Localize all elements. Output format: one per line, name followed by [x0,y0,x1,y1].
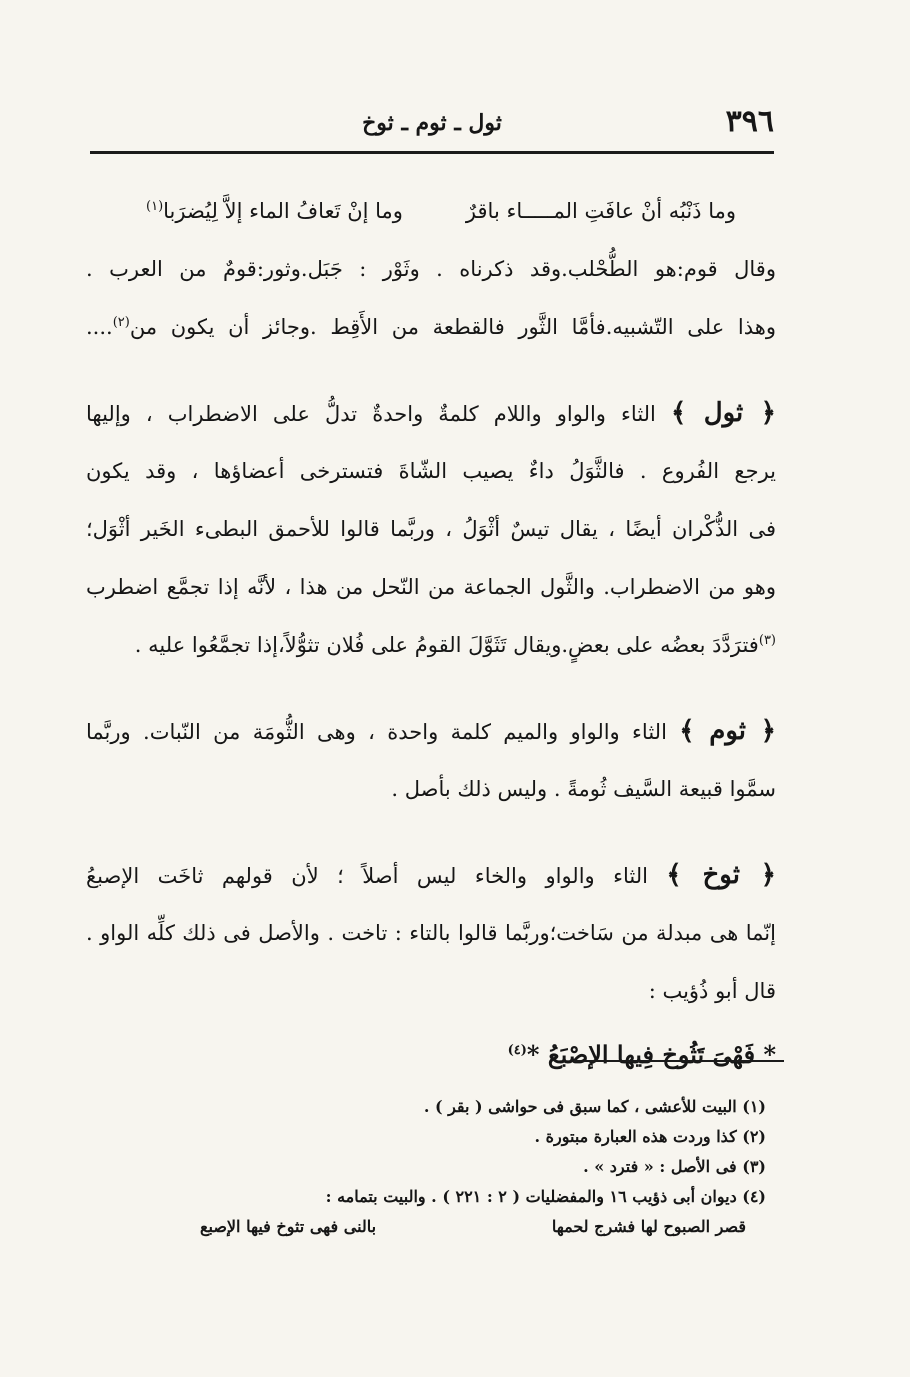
text-line: قال أبو ذُؤيب : [648,979,776,1003]
text-line: $^{(٣)}$فترَدَّدَ بعضُه على بعضٍ.ويقال تَثَوَّلَ القومُ على فُلان تثوُّلاً،إذا تجمَّعُوا عليه . [134,633,776,657]
verse-hemistich-left: وما إنْ تَعافُ الماء إلاَّ لِيُضرَبا$^{(١)}$ [146,199,403,223]
footnote-2: (٢) كذا وردت هذه العبارة مبتورة . [534,1127,766,1146]
text-line: سمَّوا قبيعة السَّيف ثُومةً . وليس ذلك بأصل . [391,777,776,801]
footnotes [200,1092,766,1242]
footnote-1: (١) البيت للأعشى ، كما سبق فى حواشى ( بقر ) . [423,1097,766,1116]
running-title: ثول ـ ثوم ـ ثوخ [362,110,502,136]
paragraph-gap [86,818,776,846]
text-line: فى الذُّكْران أيضًا ، يقال تيسٌ أثْوَلُ ، وربَّما قالوا للأحمق البطىء الخَير أثْوَل؛ [86,517,776,541]
text-line: وهو من الاضطراب. والثَّول الجماعة من النّحل من هذا ، لأنَّه إذا تجمَّع اضطرب [86,575,776,599]
text-line: إنّما هى مبدلة من سَاخت؛وربَّما قالوا بالتاء : تاخت . والأصل فى ذلك كلِّه الواو . [86,921,776,945]
text-line: يرجع الفُروع . فالثَّوَلُ داءٌ يصيب الشّاةَ فتسترخى أعضاؤها ، وقد يكون [86,459,776,483]
entry-first-line: ﴿ ثوخ ﴾ الثاء والواو والخاء ليس أصلاً ؛ لأن قولهم ثاخَت الإصبعُ [86,860,776,890]
entry-heading-thawkh: ﴿ ثوخ ﴾ [666,860,776,890]
footnote-marker: (٢) [112,315,130,330]
footnote-marker: (٤) [507,1043,527,1058]
page-header [90,104,774,148]
entry-heading-thawl: ﴿ ثول ﴾ [671,398,776,428]
paragraph-gap [86,356,776,384]
text-line: وقال قوم:هو الطُّحْلب.وقد ذكرناه . وثَوْر : جَبَل.وثور:قومٌ من العرب . [86,257,776,281]
entry-heading-thawm: ﴿ ثوم ﴾ [679,716,776,746]
main-text [86,182,776,1090]
header-rule [90,151,774,154]
quoted-verse: * فَهْىَ تَثُوخ فِيها الإصْبَعُ *$^{(٤)}$ [507,1040,776,1069]
text-line: وهذا على التّشبيه.فأمَّا الثَّور فالقطعة من الأَقِط .وجائز أن يكون من$^{(٢)}$.... [86,315,776,339]
verse-hemistich-right: وما ذَنْبُه أنْ عافَتِ المـــــاء باقرٌ [465,199,736,223]
footnote-marker: (٣) [758,633,776,648]
footnote-verse-right: قصر الصبوح لها فشرج لحمها [551,1217,746,1236]
page-number: ٣٩٦ [725,104,774,139]
footnote-4: (٤) ديوان أبى ذؤيب ١٦ والمفضليات ( ٢ : ٢٢١ ) . والبيت بتمامه : [325,1187,766,1206]
footnote-3: (٣) فى الأصل : « فترد » . [583,1157,766,1176]
footnote-rule [574,1060,784,1062]
footnote-marker: (١) [146,199,164,214]
entry-first-line: ﴿ ثوم ﴾ الثاء والواو والميم كلمة واحدة ، وهى الثُّومَة من النّبات. وربَّما [86,716,776,746]
verse-line [86,182,776,240]
entry-first-line: ﴿ ثول ﴾ الثاء والواو واللام كلمةٌ واحدةٌ تدلُّ على الاضطراب ، وإليها [86,398,776,428]
footnote-verse [200,1212,766,1242]
footnote-verse-left: بالنى فهى تثوخ فيها الإصبع [200,1217,377,1236]
paragraph-gap [86,674,776,702]
